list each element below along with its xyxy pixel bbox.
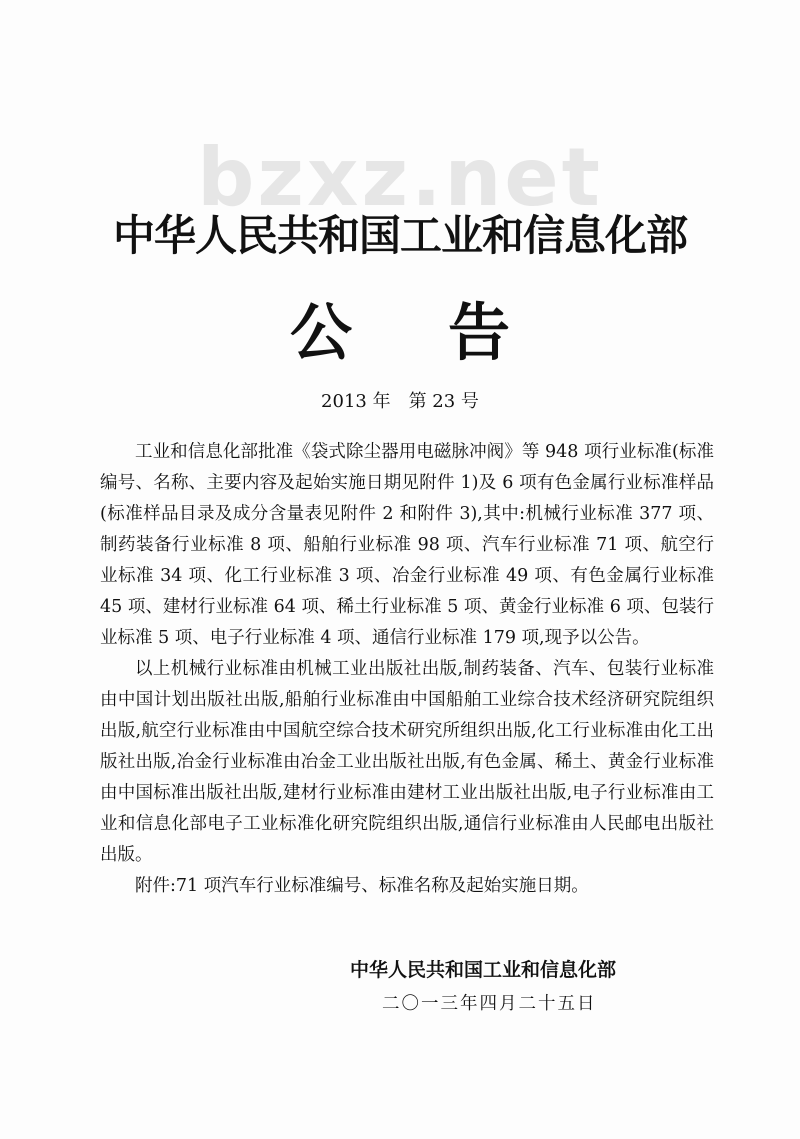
body-paragraph-attachment: 附件:71 项汽车行业标准编号、标准名称及起始实施日期。: [135, 876, 589, 896]
announcement-heading: 公告: [289, 296, 606, 369]
announcement-body: [100, 437, 714, 902]
body-paragraph-publishers: 以上机械行业标准由机械工业出版社出版,制药装备、汽车、包装行业标准由中国计划出版社出版,船舶行业标准由中国船舶工业综合技术经济研究院组织出版,航空行业标准由中国航空综合技术研究所组织出版,化工行业标准由化工出版社出版,冶金行业标准由冶金工业出版社出版,有色金属、稀土、黄金行业标准由中国标准出版社出版,建材行业标准由建材工业出版社出版,电子行业标准由工业和信息化部电子工业标准化研究院组织出版,通信行业标准由人民邮电出版社出版。: [100, 659, 714, 865]
issue-number: 2013 年 第 23 号: [321, 391, 479, 412]
issuer-title: 中华人民共和国工业和信息化部: [112, 211, 687, 260]
body-paragraph-approval: 工业和信息化部批准《袋式除尘器用电磁脉冲阀》等 948 项行业标准(标准编号、名称、主要内容及起始实施日期见附件 1)及 6 项有色金属行业标准样品(标准样品目录及成分含量表见附件 2 和附件 3),其中:机械行业标准 377 项、制药装备行业标准 8 项、船舶行业标准 98 项、汽车行业标准 71 项、航空行业标准 34 项、化工行业标准 3 项、冶金行业标准 49 项、有色金属行业标准 45 项、建材行业标准 64 项、稀土行业标准 5 项、黄金行业标准 6 项、包装行业标准 5 项、电子行业标准 4 项、通信行业标准 179 项,现予以公告。: [100, 442, 714, 648]
issue-date: 二〇一三年四月二十五日: [382, 994, 597, 1014]
signature: 中华人民共和国工业和信息化部: [350, 959, 617, 981]
watermark: bzxz.net: [197, 131, 603, 224]
